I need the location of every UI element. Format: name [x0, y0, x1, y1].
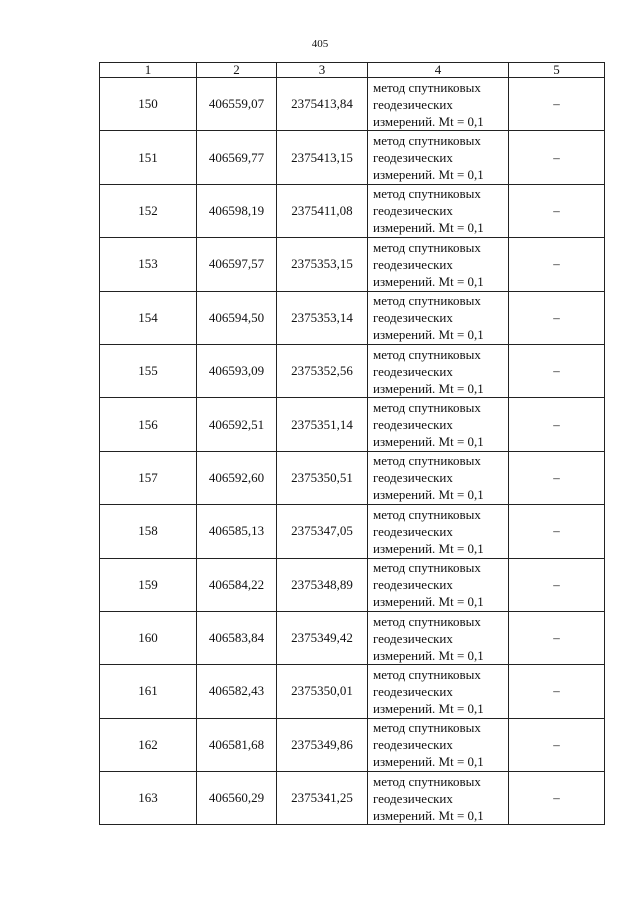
- table-row: [100, 344, 605, 397]
- method-cell: [368, 611, 509, 664]
- method-line: измерений. Mt = 0,1: [373, 220, 484, 236]
- method-line: метод спутниковых: [373, 506, 481, 522]
- x-coordinate-cell: 406569,77: [197, 131, 277, 184]
- method-line: метод спутниковых: [373, 293, 481, 309]
- point-number-cell: 154: [100, 291, 197, 344]
- coordinates-table: [99, 62, 605, 825]
- method-line: метод спутниковых: [373, 79, 481, 95]
- y-coordinate-cell: 2375350,51: [277, 451, 368, 504]
- method-line: геодезических: [373, 790, 453, 806]
- method-line: измерений. Mt = 0,1: [373, 807, 484, 823]
- table-row: [100, 291, 605, 344]
- method-line: измерений. Mt = 0,1: [373, 434, 484, 450]
- method-line: метод спутниковых: [373, 613, 481, 629]
- method-cell: [368, 291, 509, 344]
- point-number-cell: 156: [100, 398, 197, 451]
- method-cell: [368, 131, 509, 184]
- x-coordinate-cell: 406584,22: [197, 558, 277, 611]
- method-line: геодезических: [373, 256, 453, 272]
- point-number-cell: 150: [100, 78, 197, 131]
- method-line: геодезических: [373, 417, 453, 433]
- method-line: измерений. Mt = 0,1: [373, 487, 484, 503]
- method-cell: [368, 184, 509, 237]
- method-line: геодезических: [373, 310, 453, 326]
- note-cell: –: [509, 451, 605, 504]
- y-coordinate-cell: 2375350,01: [277, 665, 368, 718]
- y-coordinate-cell: 2375351,14: [277, 398, 368, 451]
- x-coordinate-cell: 406598,19: [197, 184, 277, 237]
- x-coordinate-cell: 406559,07: [197, 78, 277, 131]
- point-number-cell: 163: [100, 772, 197, 825]
- method-line: измерений. Mt = 0,1: [373, 540, 484, 556]
- x-coordinate-cell: 406594,50: [197, 291, 277, 344]
- note-cell: –: [509, 238, 605, 291]
- method-cell: [368, 344, 509, 397]
- x-coordinate-cell: 406592,60: [197, 451, 277, 504]
- method-line: метод спутниковых: [373, 720, 481, 736]
- method-line: метод спутниковых: [373, 346, 481, 362]
- x-coordinate-cell: 406560,29: [197, 772, 277, 825]
- method-line: метод спутниковых: [373, 560, 481, 576]
- method-line: метод спутниковых: [373, 133, 481, 149]
- y-coordinate-cell: 2375347,05: [277, 505, 368, 558]
- x-coordinate-cell: 406592,51: [197, 398, 277, 451]
- table-row: [100, 718, 605, 771]
- method-cell: [368, 665, 509, 718]
- table-row: [100, 398, 605, 451]
- method-cell: [368, 558, 509, 611]
- method-line: метод спутниковых: [373, 186, 481, 202]
- note-cell: –: [509, 772, 605, 825]
- method-line: метод спутниковых: [373, 453, 481, 469]
- y-coordinate-cell: 2375352,56: [277, 344, 368, 397]
- table-row: [100, 558, 605, 611]
- y-coordinate-cell: 2375413,15: [277, 131, 368, 184]
- page-number: 405: [311, 38, 329, 50]
- method-line: метод спутниковых: [373, 239, 481, 255]
- point-number-cell: 160: [100, 611, 197, 664]
- y-coordinate-cell: 2375349,42: [277, 611, 368, 664]
- method-line: геодезических: [373, 577, 453, 593]
- table-header: [100, 63, 605, 78]
- note-cell: –: [509, 131, 605, 184]
- table-row: [100, 665, 605, 718]
- method-line: геодезических: [373, 630, 453, 646]
- note-cell: –: [509, 398, 605, 451]
- method-cell: [368, 238, 509, 291]
- x-coordinate-cell: 406583,84: [197, 611, 277, 664]
- method-cell: [368, 505, 509, 558]
- method-line: геодезических: [373, 683, 453, 699]
- method-line: метод спутниковых: [373, 400, 481, 416]
- method-cell: [368, 78, 509, 131]
- note-cell: –: [509, 611, 605, 664]
- note-cell: –: [509, 184, 605, 237]
- method-cell: [368, 718, 509, 771]
- header-col-1: 1: [100, 63, 197, 78]
- table-row: [100, 611, 605, 664]
- point-number-cell: 157: [100, 451, 197, 504]
- method-line: метод спутниковых: [373, 666, 481, 682]
- header-col-3: 3: [277, 63, 368, 78]
- header-col-4: 4: [368, 63, 509, 78]
- table-row: [100, 78, 605, 131]
- method-line: геодезических: [373, 96, 453, 112]
- method-line: геодезических: [373, 363, 453, 379]
- table-row: [100, 184, 605, 237]
- method-cell: [368, 451, 509, 504]
- point-number-cell: 155: [100, 344, 197, 397]
- point-number-cell: 159: [100, 558, 197, 611]
- x-coordinate-cell: 406597,57: [197, 238, 277, 291]
- method-cell: [368, 772, 509, 825]
- point-number-cell: 152: [100, 184, 197, 237]
- note-cell: –: [509, 718, 605, 771]
- y-coordinate-cell: 2375353,14: [277, 291, 368, 344]
- y-coordinate-cell: 2375413,84: [277, 78, 368, 131]
- point-number-cell: 162: [100, 718, 197, 771]
- method-line: геодезических: [373, 203, 453, 219]
- y-coordinate-cell: 2375353,15: [277, 238, 368, 291]
- note-cell: –: [509, 78, 605, 131]
- method-line: геодезических: [373, 470, 453, 486]
- method-line: измерений. Mt = 0,1: [373, 647, 484, 663]
- point-number-cell: 161: [100, 665, 197, 718]
- table-row: [100, 131, 605, 184]
- header-col-5: 5: [509, 63, 605, 78]
- note-cell: –: [509, 505, 605, 558]
- table-row: [100, 238, 605, 291]
- header-col-2: 2: [197, 63, 277, 78]
- method-line: измерений. Mt = 0,1: [373, 754, 484, 770]
- y-coordinate-cell: 2375411,08: [277, 184, 368, 237]
- x-coordinate-cell: 406582,43: [197, 665, 277, 718]
- table-row: [100, 451, 605, 504]
- point-number-cell: 158: [100, 505, 197, 558]
- y-coordinate-cell: 2375341,25: [277, 772, 368, 825]
- method-line: измерений. Mt = 0,1: [373, 273, 484, 289]
- method-line: измерений. Mt = 0,1: [373, 113, 484, 129]
- note-cell: –: [509, 291, 605, 344]
- method-line: измерений. Mt = 0,1: [373, 327, 484, 343]
- header-row: [100, 63, 605, 78]
- method-line: измерений. Mt = 0,1: [373, 167, 484, 183]
- method-line: измерений. Mt = 0,1: [373, 594, 484, 610]
- method-line: измерений. Mt = 0,1: [373, 700, 484, 716]
- method-line: измерений. Mt = 0,1: [373, 380, 484, 396]
- x-coordinate-cell: 406585,13: [197, 505, 277, 558]
- method-line: геодезических: [373, 523, 453, 539]
- note-cell: –: [509, 344, 605, 397]
- method-line: метод спутниковых: [373, 773, 481, 789]
- note-cell: –: [509, 665, 605, 718]
- method-cell: [368, 398, 509, 451]
- method-line: геодезических: [373, 737, 453, 753]
- method-line: геодезических: [373, 150, 453, 166]
- point-number-cell: 151: [100, 131, 197, 184]
- table-body: [100, 78, 605, 825]
- y-coordinate-cell: 2375348,89: [277, 558, 368, 611]
- x-coordinate-cell: 406581,68: [197, 718, 277, 771]
- x-coordinate-cell: 406593,09: [197, 344, 277, 397]
- y-coordinate-cell: 2375349,86: [277, 718, 368, 771]
- table-row: [100, 772, 605, 825]
- note-cell: –: [509, 558, 605, 611]
- point-number-cell: 153: [100, 238, 197, 291]
- table-row: [100, 505, 605, 558]
